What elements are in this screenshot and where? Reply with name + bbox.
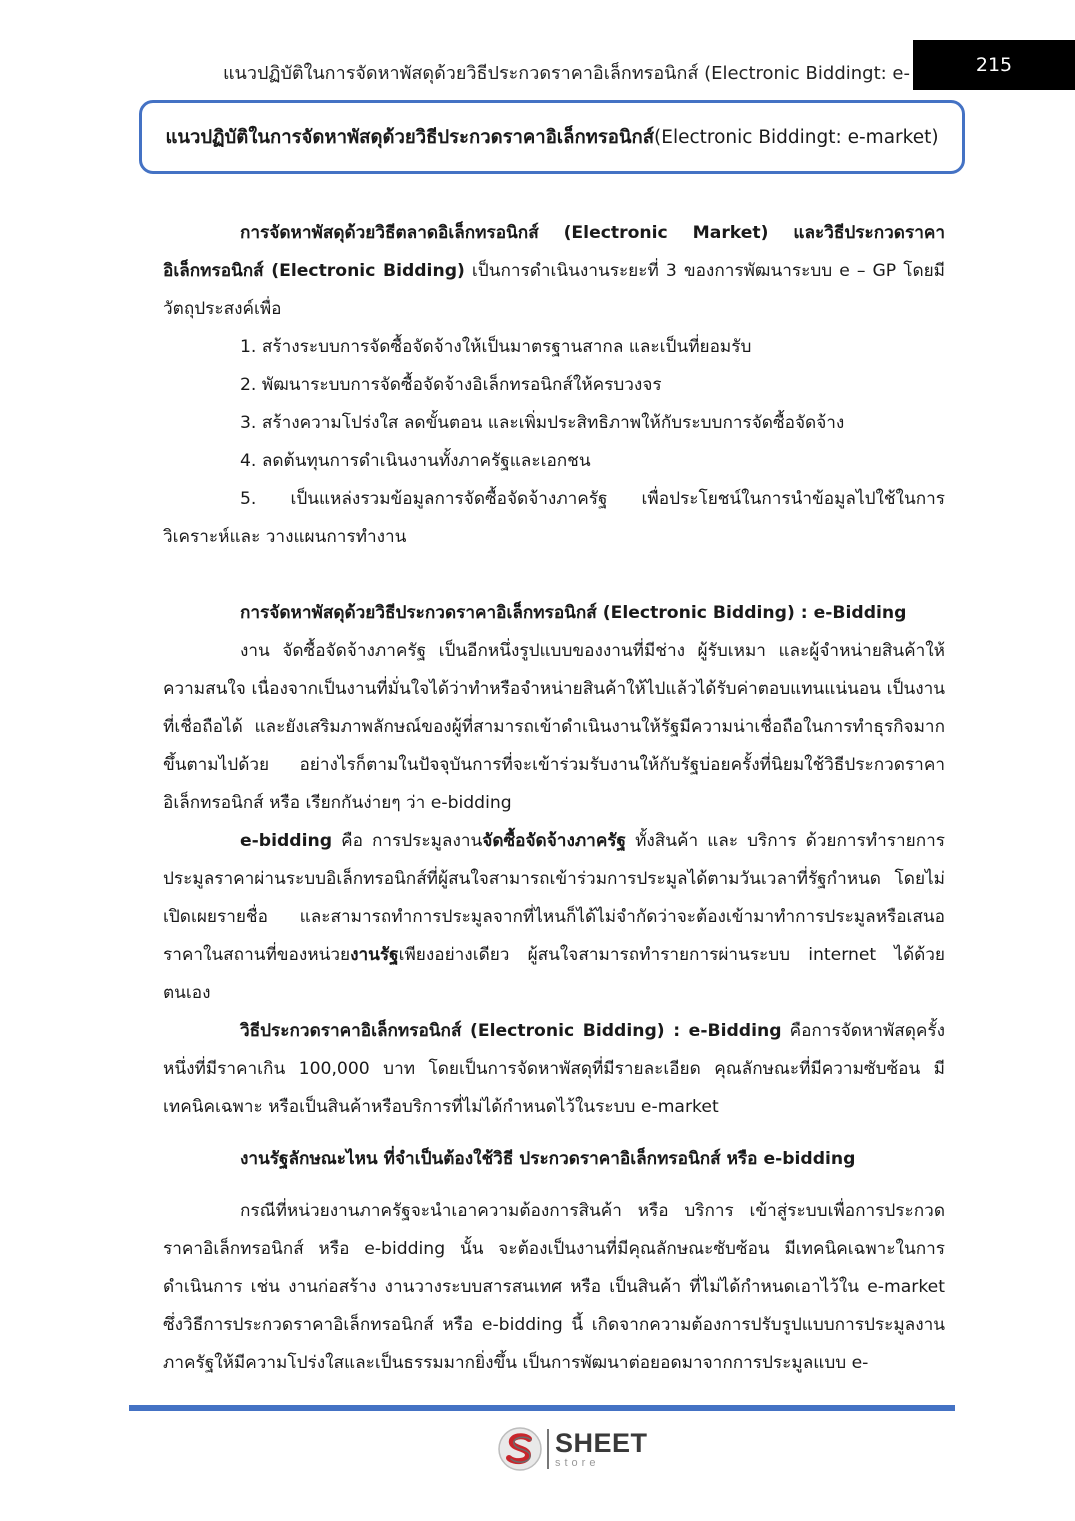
- spacer: [163, 556, 945, 594]
- objective-item-3: 3. สร้างความโปร่งใส ลดขั้นตอน และเพิ่มประสิทธิภาพให้กับระบบการจัดซื้อจัดจ้าง: [240, 413, 845, 433]
- section2-paragraph-3: [163, 1012, 945, 1126]
- sheet-store-s-logo-icon: [497, 1426, 543, 1472]
- section1-intro-rest: เป็นการดำเนินงานระยะที่ 3 ของการพัฒนาระบบ e – GP โดยมีวัตถุประสงค์เพื่อ: [163, 261, 946, 319]
- spacer: [163, 1178, 945, 1192]
- title-normal: (Electronic Biddingt: e-market): [654, 126, 939, 148]
- para2-bold-3: งานรัฐ: [350, 945, 399, 965]
- logo-divider: [547, 1429, 549, 1469]
- logo-sub: store: [555, 1456, 600, 1469]
- page-number: 215: [913, 40, 1075, 90]
- section2-heading: [163, 594, 945, 632]
- section2-heading-text: การจัดหาพัสดุด้วยวิธีประกวดราคาอิเล็กทรอนิกส์ (Electronic Bidding) : e-Bidding: [240, 603, 907, 623]
- logo-text: [555, 1427, 648, 1469]
- objective-item-2: 2. พัฒนาระบบการจัดซื้อจัดจ้างอิเล็กทรอนิกส์ให้ครบวงจร: [240, 375, 662, 395]
- running-header-title: แนวปฏิบัติในการจัดหาพัสดุด้วยวิธีประกวดราคาอิเล็กทรอนิกส์ (Electronic Biddingt: e-: [222, 63, 910, 84]
- para2-text-1: คือ การประมูลงาน: [332, 831, 483, 851]
- section1-intro: [163, 214, 945, 328]
- objective-item-5: 5. เป็นแหล่งรวมข้อมูลการจัดซื้อจัดจ้างภาครัฐ เพื่อประโยชน์ในการนำข้อมูลไปใช้ในการวิเคราะห์และ วางแผนการทำงาน: [163, 489, 945, 547]
- footer-rule: [129, 1405, 955, 1411]
- section3-heading: [163, 1140, 945, 1178]
- section3-heading-text: งานรัฐลักษณะไหน ที่จำเป็นต้องใช้วิธี ประกวดราคาอิเล็กทรอนิกส์ หรือ e-bidding: [240, 1149, 856, 1169]
- ebidding-term: e-bidding: [240, 831, 333, 851]
- para2-text-2: ทั้งสินค้า และ บริการ ด้วยการทำรายการประมูลราคาผ่านระบบอิเล็กทรอนิกส์ที่ผู้สนใจสามารถเข้าร่วมการประมูลได้ตามวันเวลาที่รัฐกำหนด โดยไม่เปิดเผยรายชื่อ และสามารถทำการประมูลจากที่ไหนก็ได้ไม่จำกัดว่าจะต้องเข้ามาทำการประมูลหรือเสนอราคาในสถานที่ของหน่วย: [163, 831, 945, 965]
- para3-bold: วิธีประกวดราคาอิเล็กทรอนิกส์ (Electronic Bidding) : e-Bidding: [240, 1021, 782, 1041]
- objective-item-1: 1. สร้างระบบการจัดซื้อจัดจ้างให้เป็นมาตรฐานสากล และเป็นที่ยอมรับ: [240, 337, 752, 357]
- para2-bold-2: จัดซื้อจัดจ้างภาครัฐ: [482, 831, 627, 851]
- section2-paragraph-2: [163, 822, 945, 1012]
- section2-paragraph-1: งาน จัดซื้อจัดจ้างภาครัฐ เป็นอีกหนึ่งรูปแบบของงานที่มีช่าง ผู้รับเหมา และผู้จำหน่ายสินค้าให้ความสนใจ เนื่องจากเป็นงานที่มั่นใจได้ว่าทำหรือจำหน่ายสินค้าให้ไปแล้วได้รับค่าตอบแทนแน่นอน เป็นงานที่เชื่อถือได้ และยังเสริมภาพลักษณ์ของผู้ที่สามารถเข้าดำเนินงานให้รัฐมีความน่าเชื่อถือในการทำธุรกิจมากขึ้นตามไปด้วย อย่างไรก็ตามในปัจจุบันการที่จะเข้าร่วมรับงานให้กับรัฐบ่อยครั้งที่นิยมใช้วิธีประกวดราคาอิเล็กทรอนิกส์ หรือ เรียกกันง่ายๆ ว่า e-bidding: [163, 641, 945, 813]
- para2-text-3: เพียงอย่างเดียว ผู้สนใจสามารถทำรายการผ่านระบบ internet ได้ด้วยตนเอง: [163, 945, 945, 1003]
- document-body: [163, 214, 945, 1382]
- logo-word: SHEET: [555, 1427, 648, 1458]
- title-box: [139, 100, 965, 174]
- spacer: [163, 1126, 945, 1140]
- para3-text: คือการจัดหาพัสดุครั้งหนึ่งที่มีราคาเกิน 100,000 บาท โดยเป็นการจัดหาพัสดุที่มีรายละเอียด คุณลักษณะที่มีความซับซ้อน มีเทคนิคเฉพาะ หรือเป็นสินค้าหรือบริการที่ไม่ได้กำหนดไว้ในระบบ e-market: [163, 1021, 946, 1117]
- sheet-store-logo: [497, 1425, 648, 1473]
- section1-intro-bold: การจัดหาพัสดุด้วยวิธีตลาดอิเล็กทรอนิกส์ (Electronic Market) และวิธีประกวดราคาอิเล็กทรอนิกส์ (Electronic Bidding): [163, 223, 945, 281]
- title-bold: แนวปฏิบัติในการจัดหาพัสดุด้วยวิธีประกวดราคาอิเล็กทรอนิกส์: [165, 126, 655, 148]
- section3-paragraph: กรณีที่หน่วยงานภาครัฐจะนำเอาความต้องการสินค้า หรือ บริการ เข้าสู่ระบบเพื่อการประกวดราคาอิเล็กทรอนิกส์ หรือ e-bidding นั้น จะต้องเป็นงานที่มีคุณลักษณะซับซ้อน มีเทคนิคเฉพาะในการดำเนินการ เช่น งานก่อสร้าง งานวางระบบสารสนเทศ หรือ เป็นสินค้า ที่ไม่ได้กำหนดเอาไว้ใน e-market ซึ่งวิธีการประกวดราคาอิเล็กทรอนิกส์ หรือ e-bidding นี้ เกิดจากความต้องการปรับรูปแบบการประมูลงานภาครัฐให้มีความโปร่งใสและเป็นธรรมมากยิ่งขึ้น เป็นการพัฒนาต่อยอดมาจากการประมูลแบบ e-: [163, 1201, 945, 1373]
- objective-item-4: 4. ลดต้นทุนการดำเนินงานทั้งภาครัฐและเอกชน: [240, 451, 591, 471]
